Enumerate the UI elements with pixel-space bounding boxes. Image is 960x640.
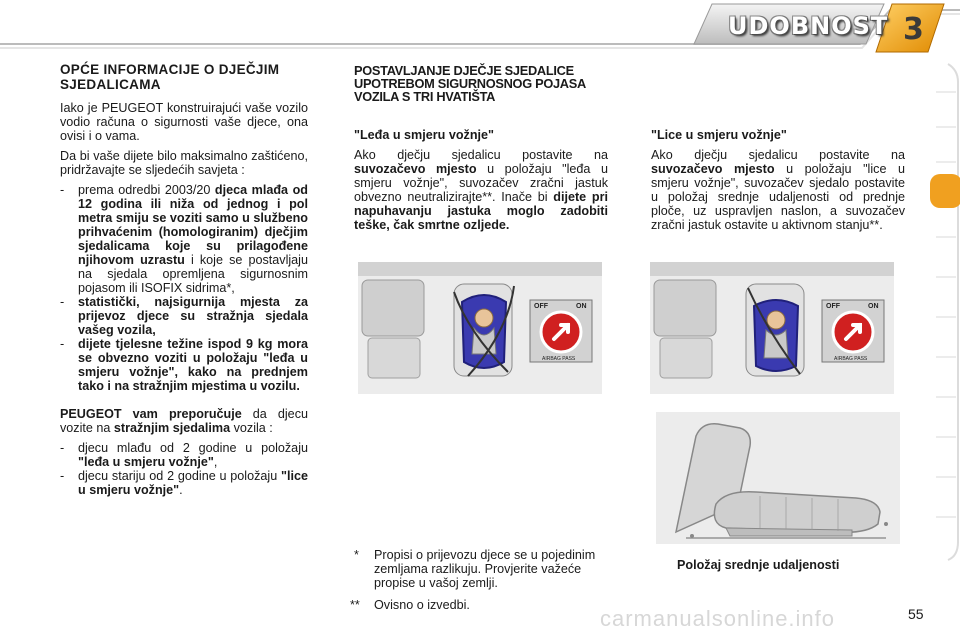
section-title-general: OPĆE INFORMACIJE O DJEČJIM SJEDALICAMA	[60, 62, 280, 92]
airbag-off-label: OFF	[826, 303, 840, 310]
seat-position-illustration	[656, 412, 900, 544]
chapter-number: 3	[903, 12, 924, 47]
chapter-tab-strip	[928, 62, 960, 562]
advice-paragraph: Da bi vaše dijete bilo maksimalno zaštićeno, pridržavajte se sljedećih savjeta :	[60, 149, 308, 177]
intro-paragraph: Iako je PEUGEOT konstruirajući vaše vozilo vodio računa o sigurnosti vaše djece, ona ovisi i o vama.	[60, 101, 308, 143]
page-number: 55	[908, 606, 924, 622]
rear-facing-seat-illustration	[358, 262, 602, 394]
list-item: - dijete tjelesne težine ispod 9 kg mora se obvezno voziti u položaju "leđa u smjeru vožnje", kako na prednjem tako i na stražnjim mjestima u vozilu.	[60, 337, 308, 393]
airbag-off-label: OFF	[534, 303, 548, 310]
left-column	[60, 62, 308, 501]
footnote-2: ** Ovisno o izvedbi.	[350, 598, 470, 612]
forward-facing-seat-illustration	[650, 262, 894, 394]
advice-list	[60, 183, 308, 393]
airbag-on-label: ON	[868, 303, 879, 310]
forward-facing-paragraph: Ako dječju sjedalicu postavite na suvozačevo mjesto u položaju "lice u smjeru vožnje", suvozačev sjedalo postavite u položaj srednje udaljenosti od prednje ploče, uz uspravljen naslon, a suvozačev zračni jastuk ostavite u aktivnom stanju**.	[651, 148, 905, 232]
airbag-panel-label: AIRBAG PASS	[542, 356, 576, 362]
list-item: - prema odredbi 2003/20 djeca mlađa od 12 godina ili niža od jednog i pol metra smiju se voziti samo u službeno prihvaćenim (homologiranim) dječjim sjedalicama koje su prilagođene njihovom uzrastu i koje se postavljaju na sjedala opremljena sigurnosnim pojasom ili ISOFIX sidrima*,	[60, 183, 308, 295]
list-item: - statistički, najsigurnija mjesta za prijevoz djece su stražnja sjedala vašeg vozila,	[60, 295, 308, 337]
recommendation-paragraph: PEUGEOT vam preporučuje da djecu vozite na stražnjim sjedalima vozila :	[60, 407, 308, 435]
subtitle-rear-facing: "Leđa u smjeru vožnje"	[354, 128, 495, 142]
right-column	[651, 128, 905, 238]
chapter-title: UDOBNOST	[728, 12, 889, 40]
footnote-1: * Propisi o prijevozu djece se u pojedinim zemljama razlikuju. Provjerite važeće propise u vašoj zemlji.	[354, 548, 596, 590]
list-item: - djecu mlađu od 2 godine u položaju "leđa u smjeru vožnje",	[60, 441, 308, 469]
airbag-panel-label: AIRBAG PASS	[834, 356, 868, 362]
footnotes	[350, 548, 608, 620]
list-item: - djecu stariju od 2 godine u položaju "lice u smjeru vožnje".	[60, 469, 308, 497]
middle-column	[354, 128, 608, 238]
illustration-caption: Položaj srednje udaljenosti	[677, 558, 840, 572]
section-title-installation: POSTAVLJANJE DJEČJE SJEDALICE UPOTREBOM SIGURNOSNOG POJASA VOZILA S TRI HVATIŠTA	[354, 63, 586, 104]
subtitle-forward-facing: "Lice u smjeru vožnje"	[651, 128, 787, 142]
recommendation-list	[60, 441, 308, 497]
watermark: carmanualsonline.info	[600, 606, 836, 631]
airbag-on-label: ON	[576, 303, 587, 310]
rear-facing-paragraph: Ako dječju sjedalicu postavite na suvozačevo mjesto u položaju "leđa u smjeru vožnje", suvozačev zračni jastuk obvezno neutralizirajte**. Inače bi dijete pri napuhavanju jastuka moglo zadobiti teške, čak smrtne ozljede.	[354, 148, 609, 232]
middle-column-heading	[354, 64, 614, 103]
